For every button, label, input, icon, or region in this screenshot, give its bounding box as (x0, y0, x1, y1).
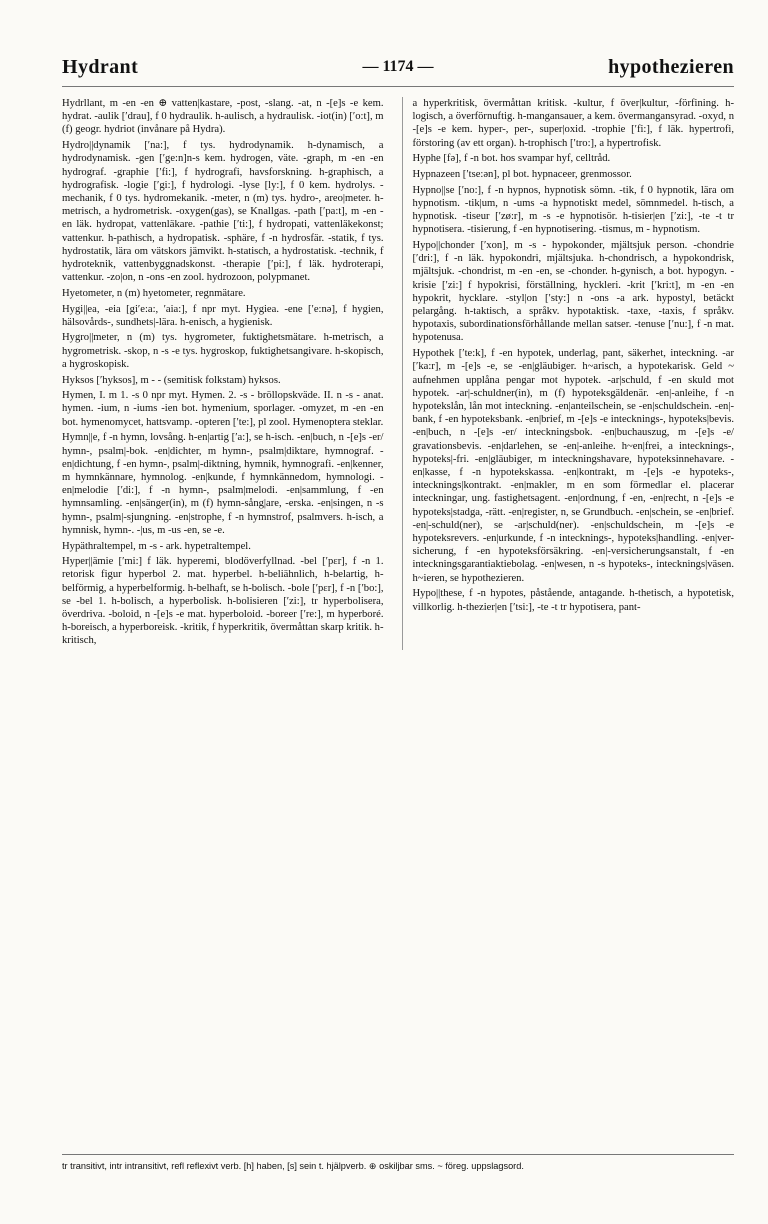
left-column (62, 97, 384, 650)
dictionary-entry: a hyperkritisk, övermåttan kritisk. -kultur, f över|kultur, -förfining. h-logisch, a överförnuftig. h-mangansauer, a kem. övermangansyrad. -oxyd, n -[e]s -e kem. hyper-, per-, super|oxid. -trophie [′fi:], f läk. hypertrofi, förstoring (av ett organ). h-trophisch [′tro:], a hypertrofisk. (412, 98, 734, 149)
page-header (62, 52, 734, 87)
dictionary-entry: Hyksos [′hyksos], m - - (semitisk folkstam) hyksos. (62, 374, 281, 386)
last-headword: hypothezieren (608, 56, 734, 78)
dictionary-entry: Hymen, I. m 1. -s 0 npr myt. Hymen. 2. -s - bröllopskväde. II. n -s - anat. hymen. -ium, n -iums -ien bot. hymenium, sporlager. -omyzet, m -en -en bot. hymenomycet, hattsvamp. -opteren [′te:], pl zool. Hymenoptera steklar. (62, 390, 384, 428)
right-column (402, 97, 735, 650)
dictionary-entry: Hyphe [fə], f -n bot. hos svampar hyf, celltråd. (412, 153, 611, 165)
dictionary-entry: Hypno||se [′no:], f -n hypnos, hypnotisk sömn. -tik, f 0 hypnotik, lära om hypnotism. -tik|um, n -ums -a hypnotiskt medel, sömnmedel. h-tisch, a hypnotisk. -tiseur [′zø:r], m -s -e hypnotisör. h-tisier|en [′zi:], -te -t tr hypnotisera. -tisierung, f -en hypnotisering. -tismus, m - hypnotism. (412, 184, 734, 236)
dictionary-entry: Hypäthraltempel, m -s - ark. hypetraltempel. (62, 540, 251, 552)
dictionary-entry: Hygro||meter, n (m) tys. hygrometer, fuktighetsmätare. h-metrisch, a hygrometrisk. -skop, n -s -e tys. hygroskop, fuktighetsangivare. h-skopisch, a hygroskopisk. (62, 332, 384, 370)
dictionary-entry: Hypnazeen [′tse:ən], pl bot. hypnaceer, grenmossor. (412, 169, 632, 181)
page-number: — 1174 — (362, 58, 434, 75)
dictionary-entry: Hypo||these, f -n hypotes, påstående, antagande. h-thetisch, a hypotetisk, villkorlig. h-thezier|en [′tsi:], -te -t tr hypotisera, pant- (412, 588, 734, 613)
dictionary-entry: Hymn||e, f -n hymn, lovsång. h-en|artig [′a:], se h-isch. -en|buch, n -[e]s -er/ hymn-, psalm|-bok. -en|dichter, m hymn-, psalm|diktare, hymnograf. -en|dichtung, f -en hymn-, psalm|-diktning, hymnik, hymnografi. -en|kenner, m hymnkännare, hymnolog. -en|kunde, f hymnkännedom, hymnologi. -en|melodie [′di:], f -n hymn-, psalm|melodi. -en|sammlung, f -en hymnsamling. -en|sänger(in), m (f) hymn-sång|are, -erska. -en|singen, n -s hymn-, psalm|-sjungning. -en|strophe, f -n hymnstrof, psalmvers. h-isch, a hymnisk, hymn-. -|us, m -us -en, se -e. (62, 432, 384, 536)
first-headword: Hydrant (62, 56, 139, 78)
dictionary-entry: Hypothek [′te:k], f -en hypotek, underlag, pant, säkerhet, inteckning. -ar [′ka:r], m -[e]s -e, se -en|gläubiger. h~arisch, a hypotekarisk. Geld ~ aufnehmen upplåna pengar mot hypotek. -ar|schuld, f -en skuld mot hypotek. -ar|-schuldner(in), m (f) hypoteksgäldenär. -en|-anleihe, f -n hypotekslån, lån mot inteckning. -en|anteilschein, se -en|schuldschein. -en|-bank, f -en hypoteksbank. -en|brief, m -[e]s -e intecknings-, hypoteks|bevis. -en|buch, n -[e]s -er/ inteckningsbok. -en|buchauszug, m -[e]s -e/ gravationsbevis. -en|darlehen, se -en|-anleihe. h~en|frei, a intecknings-, hypoteks|-fri. -en|gläubiger, m inteckningshavare, hypoteksinnehavare. -en|kasse, f -n hypotekskassa. -en|kontrakt, m -[e]s -e hypoteks-, intecknings|kontrakt. -en|makler, m en som förmedlar el. placerar inteckningar, ung. fastighetsagent. -en|ordnung, f -en, -en|recht, n -[e]s -e hypoteks|stadga, -rätt. -en|register, n, se Grundbuch. -en|schein, se -en|brief. -en|-schuld(ner), se -ar|schuld(ner). -en|schuldschein, m -[e]s -e hypoteksrevers. -en|urkunde, f -n intecknings-, hypoteks|handling. -en|ver-sicherung, f -en hypoteksförsäkring. -en|-versicherungsanstalt, f -en inteckningsgarantiaktiebolag. -en|wesen, n -s hypoteks-, intecknings|väsen. h~ieren, se hypothezieren. (412, 348, 734, 584)
dictionary-entry: Hydro||dynamik [′na:], f tys. hydrodynamik. h-dynamisch, a hydrodynamisk. -gen [′ge:n]n-s kem. hydrogen, väte. -graph, m -en -en hydrograf. -graphie [′fi:], f hydrografi, havsforskning. h-graphisch, a hydrografisk. -logie [′gi:], f hydrologi. -lyse [ly:], f 0 kem. hydrolys. -mechanik, f 0 tys. hydromekanik. -meter, n (m) tys. hydro-, areo|meter. h-metrisch, a hydrometrisk. -oxygen(gas), se Knallgas. -path [′pa:t], m -en -en läk. hydropat, vattenläkare. -pathie [′ti:], f hydropati, vattenläkekonst; vattenkur. h-pathisch, a hydropatisk. -sphäre, f -n hydrosfär. -statik, f tys. hydrostatik, lära om vätskors jämvikt. h-statisch, a hydrostatisk. -technik, f hydroteknik, vattenbyggnadskonst. -therapie [′pi:], f läk. hydroterapi, vattenkur. -zo|on, n -ons -en zool. hydrozoon, polypmanet. (62, 140, 384, 284)
dictionary-entry: Hygi||ea, -eia [gi′e:a:, ′aia:], f npr myt. Hygiea. -ene [′e:nə], f hygien, hälsovårds-, sundhets|-lära. h-enisch, a hygienisk. (62, 303, 384, 328)
dictionary-entry: Hypo||chonder [′xon], m -s - hypokonder, mjältsjuk person. -chondrie [′dri:], f -n läk. hypokondri, mjältsjuka. h-chondrisch, a hypokondrisk, mjältsjuk. -chondrist, m -en -en, se -chonder. h-gynisch, a bot. hypogyn. -krisie [′zi:] f hypokrisi, förställning, hyckleri. -krit [′kri:t], m -en -en hypokrit, hycklare. -styl|on [′sty:] n -ons -a ark. hypostyl, betäckt pelargång. h-taktisch, a språkv. hypotaktisk. -taxe, -taxis, f språkv. hypotaxis, subordinationsförhållande mellan satser. -tenuse [′nu:], f -n mat. hypotenusa. (412, 240, 734, 344)
dictionary-entry: Hyper||ämie [′mi:] f läk. hyperemi, blodöverfyllnad. -bel [′pɛr], f -n 1. retorisk figur hyperbol 2. mat. hyperbel. h-beliähnlich, h-belartig, h-belförmig, a hyperbelformig. h-belhaft, se h-bolisch. -bole [′pɛr], f -n [′bo:], se -bel 1. h-bolisch, a hyperbolisk. h-bolisieren [′zi:], tr hyperbolisera, överdriva. -boloid, n -[e]s -e mat. hyperboloid. -boreer [′re:], m hyperboré. h-boreisch, a hyperboreisk. -kritik, f hyperkritik, övermåttan skarp kritik. h-kritisch, (62, 556, 384, 647)
dictionary-entry: Hyetometer, n (m) hyetometer, regnmätare. (62, 287, 246, 299)
dictionary-columns (62, 97, 734, 650)
abbreviation-footer: tr transitivt, intr intransitivt, refl reflexivt verb. [h] haben, [s] sein t. hjälpverb. ⊕ oskiljbar sms. ~ föreg. uppslagsord. (62, 1154, 734, 1172)
dictionary-entry: Hydrllant, m -en -en ⊕ vatten|kastare, -post, -slang. -at, n -[e]s -e kem. hydrat. -aulik [′drau], f 0 hydraulik. h-aulisch, a hydraulisk. -iot(in) [′o:t], m (f) geogr. hydriot (invånare på Hydra). (62, 98, 384, 136)
